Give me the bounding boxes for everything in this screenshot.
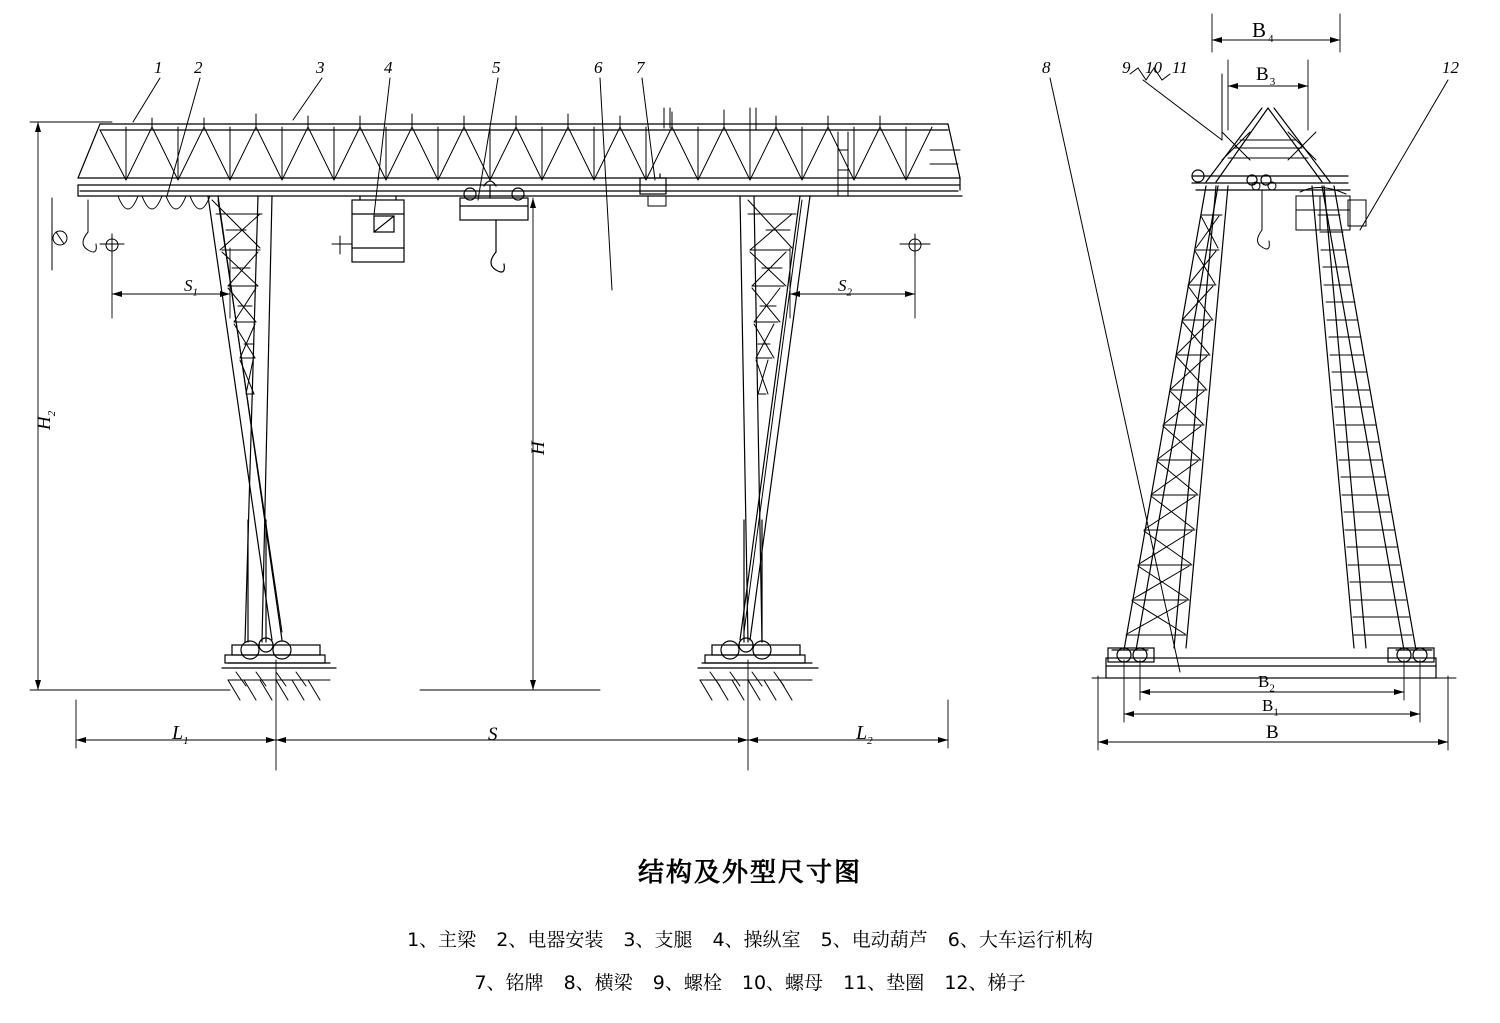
legend-line-2 [0,968,1500,995]
callout-12: 12 [1442,58,1459,77]
legend-line-1 [0,925,1500,952]
dim-h2: $H_2$ [34,410,58,430]
callout-1: 1 [154,58,163,77]
dim-s2: $S_2$ [838,276,852,299]
dim-s: S [488,724,498,745]
dim-s1: $S_1$ [184,276,198,299]
callout-5: 5 [492,58,501,77]
callout-4: 4 [384,58,393,77]
dim-b: B [1266,722,1279,743]
legend-item: 1、主梁 [407,929,477,951]
callout-2: 2 [194,58,203,77]
legend-item: 2、电器安装 [496,929,604,951]
callout-7: 7 [636,58,645,77]
callout-11: 11 [1172,58,1188,77]
legend-item: 8、横梁 [563,972,633,994]
figure-caption: 结构及外型尺寸图 [637,858,862,888]
legend-item: 10、螺母 [741,972,824,994]
dim-b3: $B_3$ [1256,64,1277,88]
legend-item: 4、操纵室 [712,929,801,951]
dim-l1: $L_1$ [172,722,189,747]
dim-h: H [528,441,549,455]
dim-b4: $B_4$ [1252,18,1276,46]
callout-9: 9 [1122,58,1131,77]
legend-item: 3、支腿 [623,929,693,951]
legend-item: 5、电动葫芦 [820,929,928,951]
legend-item: 12、梯子 [944,972,1026,994]
legend-item: 9、螺栓 [652,972,722,994]
legend-item: 11、垫圈 [843,972,925,994]
dim-l2: $L_2$ [856,722,873,747]
callout-6: 6 [594,58,603,77]
dim-b2: $B_2$ [1258,672,1275,695]
callout-8: 8 [1042,58,1051,77]
callout-10: 10 [1145,58,1162,77]
legend-item: 7、铭牌 [474,972,544,994]
legend-item: 6、大车运行机构 [947,929,1093,951]
dim-b1: $B_1$ [1262,696,1279,719]
callout-3: 3 [316,58,325,77]
